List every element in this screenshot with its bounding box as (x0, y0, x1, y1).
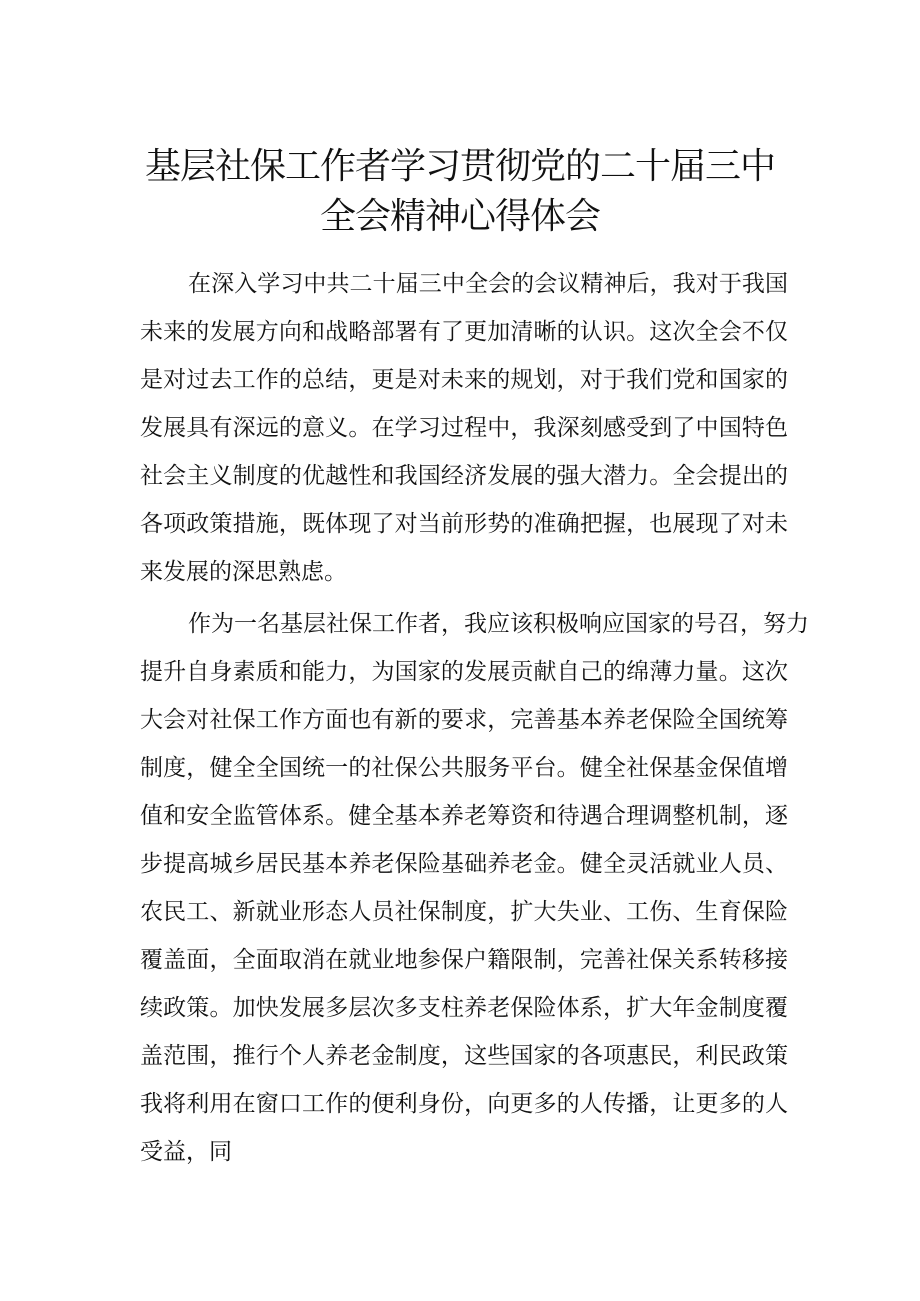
paragraph-1-line-6: 各项政策措施，既体现了对当前形势的准确把握，也展现了对未 (140, 511, 788, 537)
paragraph-1-line-4: 发展具有深远的意义。在学习过程中，我深刻感受到了中国特色 (140, 415, 788, 441)
paragraph-1-line-5: 社会主义制度的优越性和我国经济发展的强大潜力。全会提出的 (140, 463, 788, 489)
paragraph-2-line-9: 续政策。加快发展多层次多支柱养老保险体系，扩大年金制度覆 (140, 995, 788, 1021)
paragraph-2-line-10: 盖范围，推行个人养老金制度，这些国家的各项惠民，利民政策 (140, 1043, 788, 1069)
paragraph-2-line-8: 覆盖面，全面取消在就业地参保户籍限制，完善社保关系转移接 (140, 947, 788, 973)
paragraph-1-line-3: 是对过去工作的总结，更是对未来的规划，对于我们党和国家的 (140, 367, 788, 393)
paragraph-2-line-1: 作为一名基层社保工作者，我应该积极响应国家的号召，努力 (188, 611, 809, 637)
paragraph-1-line-2: 未来的发展方向和战略部署有了更加清晰的认识。这次全会不仅 (140, 319, 788, 345)
paragraph-2-line-6: 步提高城乡居民基本养老保险基础养老金。健全灵活就业人员、 (140, 851, 788, 877)
document-title-line-2: 全会精神心得体会 (319, 196, 600, 237)
paragraph-2-line-7: 农民工、新就业形态人员社保制度，扩大失业、工伤、生育保险 (140, 899, 788, 925)
paragraph-2-line-12: 受益，同 (140, 1139, 232, 1165)
paragraph-2-line-5: 值和安全监管体系。健全基本养老筹资和待遇合理调整机制，逐 (140, 803, 788, 829)
paragraph-2-line-11: 我将利用在窗口工作的便利身份，向更多的人传播，让更多的人 (140, 1091, 788, 1117)
paragraph-2-line-3: 大会对社保工作方面也有新的要求，完善基本养老保险全国统筹 (140, 707, 788, 733)
paragraph-2-line-4: 制度，健全全国统一的社保公共服务平台。健全社保基金保值增 (140, 755, 788, 781)
paragraph-1-line-1: 在深入学习中共二十届三中全会的会议精神后，我对于我国 (188, 271, 788, 297)
paragraph-1-line-7: 来发展的深思熟虑。 (140, 559, 347, 585)
paragraph-2-line-2: 提升自身素质和能力，为国家的发展贡献自己的绵薄力量。这次 (140, 659, 788, 685)
document-title-line-1: 基层社保工作者学习贯彻党的二十届三中 (144, 146, 775, 187)
